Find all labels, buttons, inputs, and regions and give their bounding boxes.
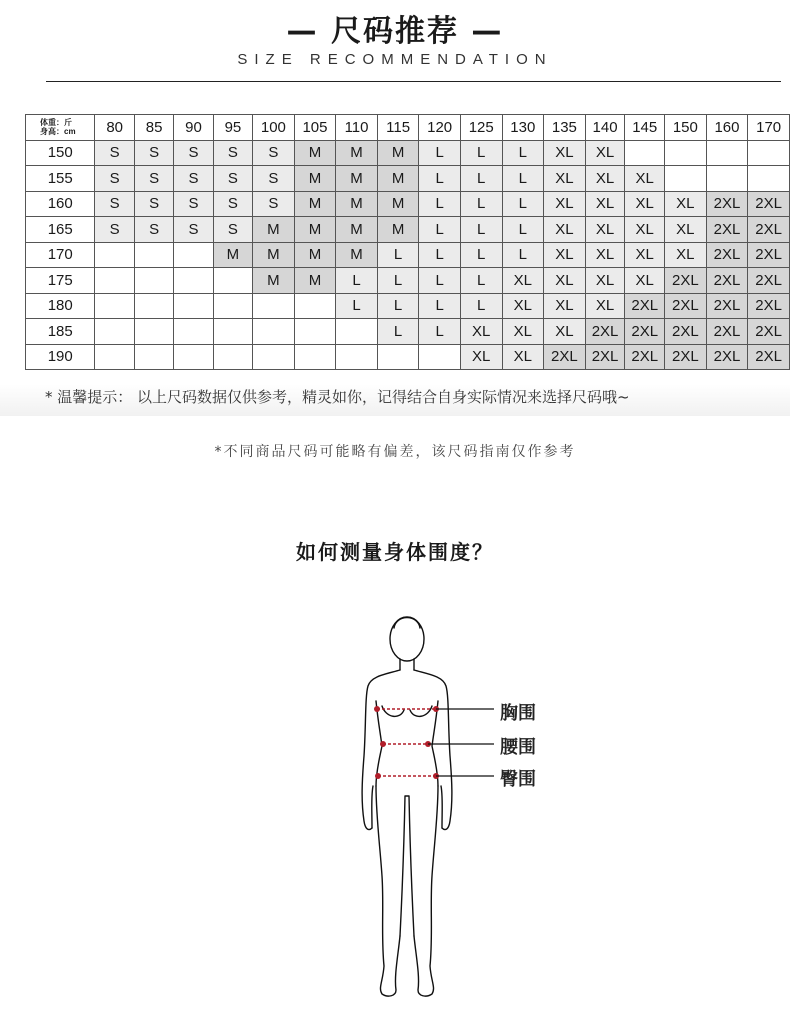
size-cell: M bbox=[294, 140, 336, 166]
size-cell: XL bbox=[544, 268, 586, 294]
size-chart-container bbox=[25, 114, 790, 370]
weight-header-cell: 135 bbox=[544, 115, 586, 141]
size-cell bbox=[748, 166, 790, 192]
chest-label: 胸围 bbox=[500, 703, 536, 724]
size-cell: S bbox=[134, 140, 173, 166]
size-cell: S bbox=[174, 166, 213, 192]
size-cell bbox=[213, 268, 252, 294]
table-corner-label bbox=[26, 115, 95, 141]
size-cell: L bbox=[419, 217, 461, 243]
size-cell: L bbox=[336, 293, 378, 319]
size-cell: M bbox=[253, 242, 295, 268]
size-cell: 2XL bbox=[625, 293, 665, 319]
size-cell bbox=[665, 166, 707, 192]
size-cell bbox=[706, 166, 748, 192]
size-cell bbox=[294, 344, 336, 370]
size-cell: M bbox=[377, 191, 419, 217]
size-cell: 2XL bbox=[748, 191, 790, 217]
size-cell: 2XL bbox=[748, 268, 790, 294]
weight-header-cell: 115 bbox=[377, 115, 419, 141]
size-cell: XL bbox=[585, 166, 625, 192]
size-cell: L bbox=[460, 217, 502, 243]
size-chart-table bbox=[25, 114, 790, 370]
size-cell: L bbox=[460, 242, 502, 268]
size-cell: XL bbox=[544, 140, 586, 166]
size-cell: L bbox=[460, 140, 502, 166]
size-cell: 2XL bbox=[706, 293, 748, 319]
size-cell: L bbox=[377, 268, 419, 294]
weight-header-cell: 100 bbox=[253, 115, 295, 141]
size-cell bbox=[419, 344, 461, 370]
size-cell bbox=[95, 344, 134, 370]
size-chart-body bbox=[26, 140, 790, 370]
table-row bbox=[26, 268, 790, 294]
height-unit-label: 身高：cm bbox=[40, 127, 76, 137]
size-cell bbox=[253, 344, 295, 370]
weight-header-row bbox=[26, 115, 790, 141]
weight-header-cell: 85 bbox=[134, 115, 173, 141]
weight-header-cell: 80 bbox=[95, 115, 134, 141]
size-cell: L bbox=[377, 293, 419, 319]
size-cell: XL bbox=[502, 268, 544, 294]
table-row bbox=[26, 344, 790, 370]
size-cell: 2XL bbox=[665, 293, 707, 319]
weight-unit-label: 体重：斤 bbox=[40, 118, 72, 128]
weight-header-cell: 130 bbox=[502, 115, 544, 141]
height-cell: 190 bbox=[26, 344, 95, 370]
size-cell: XL bbox=[585, 140, 625, 166]
size-cell: M bbox=[294, 191, 336, 217]
size-cell: S bbox=[134, 217, 173, 243]
size-cell: XL bbox=[625, 191, 665, 217]
page-subtitle: SIZE RECOMMENDATION bbox=[237, 51, 553, 68]
size-cell: L bbox=[419, 268, 461, 294]
size-cell: XL bbox=[625, 242, 665, 268]
height-cell: 175 bbox=[26, 268, 95, 294]
size-cell: XL bbox=[625, 268, 665, 294]
size-cell bbox=[294, 293, 336, 319]
size-cell: XL bbox=[665, 191, 707, 217]
size-cell bbox=[213, 293, 252, 319]
size-cell: XL bbox=[585, 242, 625, 268]
size-cell: L bbox=[377, 319, 419, 345]
weight-header-cell: 170 bbox=[748, 115, 790, 141]
size-cell: M bbox=[377, 140, 419, 166]
size-cell: M bbox=[336, 191, 378, 217]
size-cell: XL bbox=[665, 217, 707, 243]
size-cell bbox=[134, 319, 173, 345]
size-cell bbox=[134, 344, 173, 370]
size-cell: S bbox=[213, 166, 252, 192]
size-cell: XL bbox=[502, 344, 544, 370]
size-cell bbox=[174, 319, 213, 345]
height-cell: 165 bbox=[26, 217, 95, 243]
weight-header-cell: 120 bbox=[419, 115, 461, 141]
size-cell: 2XL bbox=[625, 319, 665, 345]
size-cell bbox=[174, 242, 213, 268]
size-cell: S bbox=[174, 140, 213, 166]
size-cell bbox=[377, 344, 419, 370]
size-cell: 2XL bbox=[706, 191, 748, 217]
height-cell: 170 bbox=[26, 242, 95, 268]
size-cell: M bbox=[336, 140, 378, 166]
size-cell: 2XL bbox=[748, 242, 790, 268]
size-cell: S bbox=[95, 191, 134, 217]
size-cell bbox=[748, 140, 790, 166]
size-cell: M bbox=[377, 217, 419, 243]
size-cell: XL bbox=[544, 293, 586, 319]
size-cell bbox=[294, 319, 336, 345]
size-cell: 2XL bbox=[748, 319, 790, 345]
weight-header-cell: 140 bbox=[585, 115, 625, 141]
size-cell: 2XL bbox=[706, 217, 748, 243]
size-cell bbox=[95, 268, 134, 294]
size-cell bbox=[253, 293, 295, 319]
size-cell: L bbox=[419, 166, 461, 192]
size-cell: L bbox=[460, 191, 502, 217]
table-row bbox=[26, 242, 790, 268]
table-row bbox=[26, 140, 790, 166]
size-cell: 2XL bbox=[665, 344, 707, 370]
table-row bbox=[26, 166, 790, 192]
size-cell: L bbox=[460, 293, 502, 319]
size-cell: XL bbox=[502, 293, 544, 319]
height-cell: 150 bbox=[26, 140, 95, 166]
size-cell: S bbox=[95, 166, 134, 192]
size-cell: 2XL bbox=[585, 344, 625, 370]
page-title: — 尺码推荐 — bbox=[286, 14, 504, 49]
size-cell: XL bbox=[460, 319, 502, 345]
size-cell: XL bbox=[585, 217, 625, 243]
height-cell: 155 bbox=[26, 166, 95, 192]
size-cell: S bbox=[95, 140, 134, 166]
size-cell: XL bbox=[460, 344, 502, 370]
size-cell: 2XL bbox=[706, 344, 748, 370]
size-cell: M bbox=[294, 268, 336, 294]
size-cell bbox=[134, 293, 173, 319]
size-cell: S bbox=[253, 140, 295, 166]
size-cell: XL bbox=[585, 268, 625, 294]
size-cell: L bbox=[419, 242, 461, 268]
weight-header-cell: 160 bbox=[706, 115, 748, 141]
size-cell bbox=[213, 344, 252, 370]
size-cell: 2XL bbox=[748, 217, 790, 243]
size-cell: M bbox=[213, 242, 252, 268]
weight-header-cell: 110 bbox=[336, 115, 378, 141]
size-cell bbox=[95, 293, 134, 319]
size-cell: S bbox=[134, 166, 173, 192]
size-cell: M bbox=[294, 242, 336, 268]
size-cell: XL bbox=[625, 166, 665, 192]
size-cell: L bbox=[502, 140, 544, 166]
height-cell: 180 bbox=[26, 293, 95, 319]
size-cell: S bbox=[95, 217, 134, 243]
size-cell: M bbox=[336, 166, 378, 192]
height-cell: 160 bbox=[26, 191, 95, 217]
measure-title: 如何测量身体围度？ bbox=[296, 540, 494, 564]
size-cell: XL bbox=[544, 319, 586, 345]
size-cell: 2XL bbox=[665, 268, 707, 294]
size-cell: L bbox=[502, 191, 544, 217]
size-cell bbox=[213, 319, 252, 345]
table-row bbox=[26, 319, 790, 345]
size-cell bbox=[134, 268, 173, 294]
size-cell: S bbox=[213, 140, 252, 166]
size-cell: L bbox=[419, 191, 461, 217]
size-cell: L bbox=[377, 242, 419, 268]
weight-header-cell: 125 bbox=[460, 115, 502, 141]
size-cell: M bbox=[336, 242, 378, 268]
size-cell: S bbox=[213, 217, 252, 243]
table-row bbox=[26, 293, 790, 319]
hip-label: 臀围 bbox=[500, 769, 536, 790]
size-cell: 2XL bbox=[748, 344, 790, 370]
size-cell: 2XL bbox=[625, 344, 665, 370]
size-cell: XL bbox=[544, 217, 586, 243]
tip-bar bbox=[0, 384, 790, 416]
size-cell: XL bbox=[625, 217, 665, 243]
size-cell: L bbox=[419, 319, 461, 345]
size-cell: XL bbox=[665, 242, 707, 268]
size-cell: L bbox=[419, 140, 461, 166]
size-cell: L bbox=[460, 166, 502, 192]
size-cell: 2XL bbox=[706, 268, 748, 294]
tip-text: * 温馨提示： 以上尺码数据仅供参考，精灵如你，记得结合自身实际情况来选择尺码哦~ bbox=[45, 388, 630, 406]
weight-header-cell: 90 bbox=[174, 115, 213, 141]
size-cell: XL bbox=[544, 191, 586, 217]
size-cell: 2XL bbox=[585, 319, 625, 345]
size-cell: L bbox=[419, 293, 461, 319]
size-cell: M bbox=[253, 217, 295, 243]
size-cell: XL bbox=[544, 166, 586, 192]
size-cell: 2XL bbox=[706, 242, 748, 268]
size-cell: S bbox=[253, 191, 295, 217]
table-row bbox=[26, 217, 790, 243]
size-cell: L bbox=[336, 268, 378, 294]
size-cell bbox=[95, 319, 134, 345]
size-cell: L bbox=[502, 242, 544, 268]
size-cell: 2XL bbox=[665, 319, 707, 345]
size-cell: XL bbox=[544, 242, 586, 268]
size-cell: S bbox=[213, 191, 252, 217]
size-cell bbox=[625, 140, 665, 166]
size-cell bbox=[174, 268, 213, 294]
size-cell bbox=[665, 140, 707, 166]
size-cell bbox=[95, 242, 134, 268]
size-cell: S bbox=[174, 217, 213, 243]
size-cell: XL bbox=[585, 191, 625, 217]
weight-header-cell: 145 bbox=[625, 115, 665, 141]
table-row bbox=[26, 191, 790, 217]
size-cell: S bbox=[253, 166, 295, 192]
title-divider bbox=[46, 81, 781, 82]
size-cell: S bbox=[134, 191, 173, 217]
size-cell: 2XL bbox=[748, 293, 790, 319]
size-cell: XL bbox=[585, 293, 625, 319]
size-cell: S bbox=[174, 191, 213, 217]
size-cell: L bbox=[502, 217, 544, 243]
waist-label: 腰围 bbox=[500, 737, 536, 758]
size-cell: XL bbox=[502, 319, 544, 345]
size-cell bbox=[253, 319, 295, 345]
weight-header-cell: 150 bbox=[665, 115, 707, 141]
size-cell bbox=[174, 293, 213, 319]
size-cell bbox=[134, 242, 173, 268]
weight-header-cell: 95 bbox=[213, 115, 252, 141]
size-cell: 2XL bbox=[544, 344, 586, 370]
size-cell bbox=[174, 344, 213, 370]
body-figure-illustration bbox=[356, 606, 566, 1006]
size-cell: M bbox=[377, 166, 419, 192]
size-cell: M bbox=[253, 268, 295, 294]
weight-header-cell: 105 bbox=[294, 115, 336, 141]
size-cell: M bbox=[294, 217, 336, 243]
size-cell: 2XL bbox=[706, 319, 748, 345]
size-cell: M bbox=[336, 217, 378, 243]
size-cell bbox=[336, 344, 378, 370]
size-cell bbox=[706, 140, 748, 166]
size-cell bbox=[336, 319, 378, 345]
size-cell: L bbox=[502, 166, 544, 192]
height-cell: 185 bbox=[26, 319, 95, 345]
deviation-note: *不同商品尺码可能略有偏差，该尺码指南仅作参考 bbox=[214, 444, 576, 460]
size-cell: M bbox=[294, 166, 336, 192]
size-cell: L bbox=[460, 268, 502, 294]
